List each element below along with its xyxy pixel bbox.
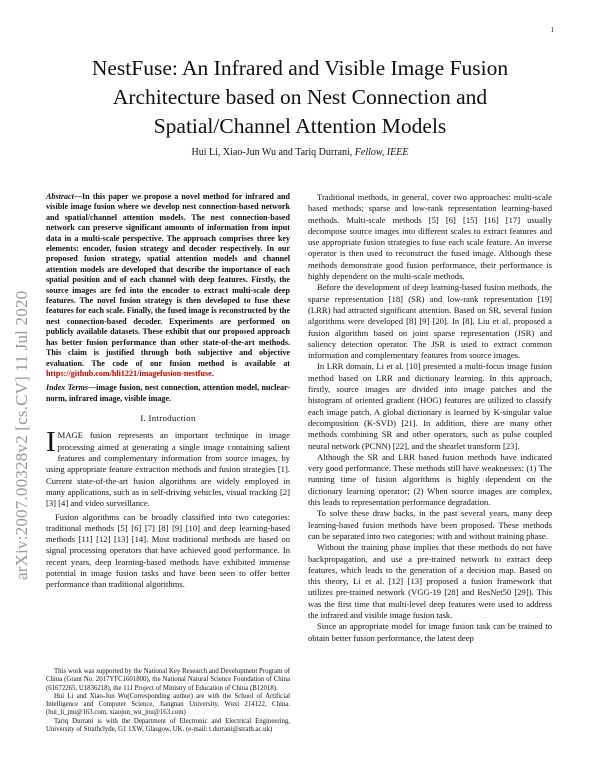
dropcap-letter: I bbox=[46, 426, 56, 459]
abstract-text: —In this paper we propose a novel method for infrared and visible image fusion where we develop nest connection-based network and spatial/channel attention models. The nest connection-based network can preserve significant amounts of information from input data in a multi-scale perspective. The approach comprises three key elements: encoder, fusion strategy and decoder respectively. In our proposed fusion strategy, spatial attention models and channel attention models are developed that describe the importance of each spatial position and of each channel with deep features. Firstly, the source images are fed into the encoder to extract multi-scale deep features. The novel fusion strategy is then developed to fuse these features for each scale. Finally, the fused image is reconstructed by the nest connection-based decoder. Experiments are performed on publicly available datasets. These exhibit that our proposed approach has better fusion performance than other state-of-the-art methods. This claim is justified through both subjective and objective evaluation. The code of our fusion method is available at bbox=[46, 192, 290, 368]
abstract-label: Abstract bbox=[46, 192, 74, 201]
page-number: 1 bbox=[550, 26, 554, 34]
author-line bbox=[50, 147, 550, 158]
index-terms-text: —image fusion, nest connection, attention model, nuclear-norm, infrared image, visible image. bbox=[46, 383, 291, 403]
right-paragraph-2: Before the development of deep learning-based fusion methods, the sparse representation [18] (SR) and low-rank representation [19] (LRR) had attracted significant attention. Based on SR, several fusion algorithms were developed [8] [9] [20]. In [8], Liu et al. proposed a fusion algorithm based on joint sparse representation (JSR) and saliency detection operator. The JSR is used to extract common information and complementary features from source images. bbox=[308, 282, 552, 361]
author-names: Hui Li, Xiao-Jun Wu and Tariq Durrani, bbox=[191, 147, 353, 158]
footnote-funding: This work was supported by the National Key Research and Development Program of China (Grant No. 2017YFC1601800), the National Natural Science Foundation of China (61672265, U1836218), the 111 Project of Ministry of Education of China (B12018). bbox=[46, 668, 290, 692]
right-paragraph-1: Traditional methods, in general, cover two approaches: multi-scale based methods; sparse and low-rank representation learning-based methods. Multi-scale methods [5] [6] [15] [16] [17] usually decompose source images into different scales to extract features and use appropriate fusion strategies to fuse each scale feature. An inverse operator is then used to reconstruct the fused image. Although these methods demonstrate good fusion performance, their performance is highly dependent on the multi-scale methods. bbox=[308, 192, 552, 282]
footnote-affiliation-1: Hui Li and Xiao-Jun Wu(Corresponding author) are with the School of Artificial Intelligence and Computer Science, Jiangnan University, Wuxi 214122, China. (hui_li_jnu@163.com, xiaojun_wu_jnu@163.com) bbox=[46, 692, 290, 717]
right-paragraph-4: Although the SR and LRR based fusion methods have indicated very good performance. These methods still have weaknesses: (1) The running time of fusion algorithms is highly dependent on the dictionary learning operator; (2) When source images are complex, this leads to representation performance degradation. bbox=[308, 451, 552, 508]
code-link[interactable]: https://github.com/hli1221/imagefusion-nestfuse bbox=[46, 368, 212, 378]
index-terms bbox=[46, 383, 290, 404]
footnotes bbox=[46, 668, 290, 734]
left-column bbox=[46, 192, 290, 591]
index-terms-label: Index Terms bbox=[46, 383, 89, 393]
right-paragraph-3: In LRR domain, Li et al. [10] presented a multi-focus image fusion method based on LRR and dictionary learning. In this approach, firstly, source images are divided into image patches and the histogram of oriented gradient (HOG) features are utilized to classify each image patch. A global dictionary is learned by K-singular value decomposition (K-SVD) [21]. In addition, there are many other methods combining SR and other operators, such as pulse coupled neural network (PCNN) [22], and the shearlet transform [23]. bbox=[308, 361, 552, 451]
intro-paragraph-1 bbox=[46, 426, 290, 509]
right-paragraph-6: Without the training phase implies that these methods do not have backpropagation, and use a pre-trained network to extract deep features, which leads to the generation of a decision map. Based on this theory, Li et al. [12] [13] proposed a fusion framework that utilizes pre-trained network (VGG-19 [28] and ResNet50 [29]). This was the first time that multi-level deep features were used to address the infrared and visible image fusion task. bbox=[308, 542, 552, 620]
paper-title: NestFuse: An Infrared and Visible Image Fusion Architecture based on Nest Connection and Spatial/Channel Attention Models bbox=[91, 56, 509, 138]
footnote-affiliation-2: Tariq Durrani is with the Department of Electronic and Electrical Engineering, University of Strathclyde, G1 1XW, Glasgow, UK. (e-mail: t.durrani@strath.ac.uk) bbox=[46, 717, 290, 734]
right-paragraph-5: To solve these draw backs, in the past several years, many deep learning-based fusion methods have been proposed. These methods can be separated into two categories: with and without training phase. bbox=[308, 508, 552, 541]
author-suffix: Fellow, IEEE bbox=[354, 147, 409, 158]
arxiv-identifier[interactable]: arXiv:2007.00328v2 [cs.CV] 11 Jul 2020 bbox=[12, 290, 31, 580]
intro-paragraph-2: Fusion algorithms can be broadly classified into two categories: traditional methods [5] [6] [7] [8] [9] [10] and deep learning-based methods [11] [12] [13] [14]. Most traditional methods are based on signal processing operators that have achieved good performance. In recent years, deep learning-based methods have exhibited immense potential in image fusion tasks and have been seen to offer better performance than traditional algorithms. bbox=[46, 511, 290, 590]
abstract: Abstract—In this paper we propose a novel method for infrared and visible image fusion where we develop nest connection-based network and spatial/channel attention models. The nest connection-based network can preserve significant amounts of information from input data in a multi-scale perspective. The approach comprises three key elements: encoder, fusion strategy and decoder respectively. In our proposed fusion strategy, spatial attention models and channel attention models are developed that describe the importance of each spatial position and of each channel with deep features. Firstly, the source images are fed into the encoder to extract multi-scale deep features. The novel fusion strategy is then developed to fuse these features for each scale. Finally, the fused image is reconstructed by the nest connection-based decoder. Experiments are performed on publicly available datasets. These exhibit that our proposed approach has better fusion performance than other state-of-the-art methods. This claim is justified through both subjective and objective evaluation. The code of our fusion method is available at https://github.com/hli1221/imagefusion-nestfuse. bbox=[46, 192, 290, 378]
section-heading-introduction: I. Introduction bbox=[140, 413, 196, 424]
right-column bbox=[308, 192, 552, 644]
right-paragraph-7: Since an appropriate model for image fusion task can be trained to obtain better fusion performance, the latest deep bbox=[308, 621, 552, 643]
intro-paragraph-1-text: MAGE fusion represents an important technique in image processing aimed at generating a single image containing salient features and complementary information from source images, by using appropriate feature extraction methods and fusion strategies [1]. Current state-of-the-art fusion algorithms are widely employed in many applications, such as in self-driving vehicles, visual tracking [2] [3] [4] and video surveillance. bbox=[46, 430, 290, 509]
